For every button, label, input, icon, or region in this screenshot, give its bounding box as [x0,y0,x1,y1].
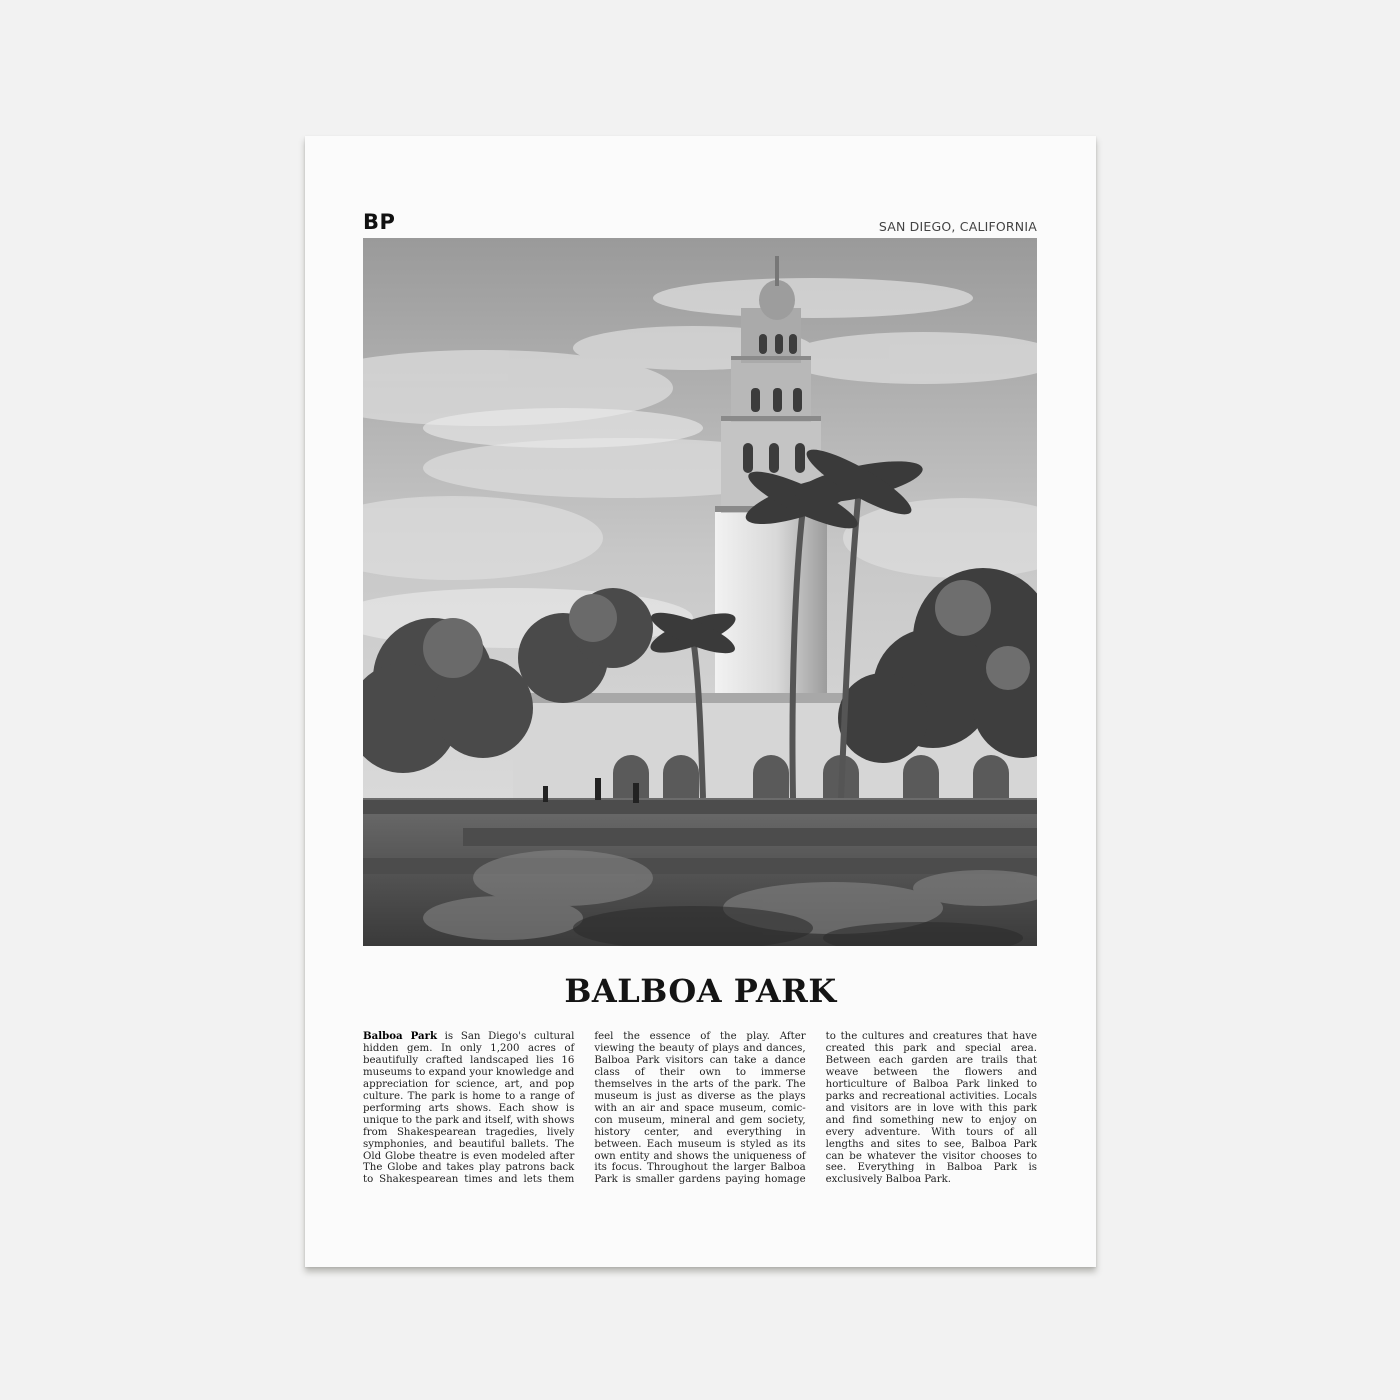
poster-print [305,136,1096,1267]
tower-photo [363,238,1037,946]
description-body: is San Diego's cultural hidden gem. In only 1,200 acres of beautifully crafted landscaped lies 16 museums to expand your knowledge and appreciation for science, art, and pop culture. The park is home to a range of performing arts shows. Each show is unique to the park and itself, with shows from Shakespearean tragedies, lively symphonies, and beautiful ballets. The Old Globe theatre is even modeled after The Globe and takes play patrons back to Shakespearean times and lets them feel the essence of the play. After viewing the beauty of plays and dances, Balboa Park visitors can take a dance class of their own to immerse themselves in the arts of the park. The museum is just as diverse as the plays with an air and space museum, comic-con museum, mineral and gem society, history center, and everything in between. Each museum is styled as its own entity and shows the uniqueness of its focus. Throughout the larger Balboa Park is smaller gardens paying homage to the cultures and creatures that have created this park and special area. Between each garden are trails that weave between the flowers and horticulture of Balboa Park linked to parks and recreational activities. Locals and visitors are in love with this park and find something new to enjoy on every adventure. With tours of all lengths and sites to see, Balboa Park can be whatever the visitor chooses to see. Everything in Balboa Park is exclusively Balboa Park. [363,1031,1037,1186]
poster-title: BALBOA PARK [564,972,837,1010]
monogram: BP [363,210,396,234]
description-text [363,1031,1037,1193]
description-lead: Balboa Park [363,1030,437,1042]
location-label: SAN DIEGO, CALIFORNIA [878,219,1037,234]
